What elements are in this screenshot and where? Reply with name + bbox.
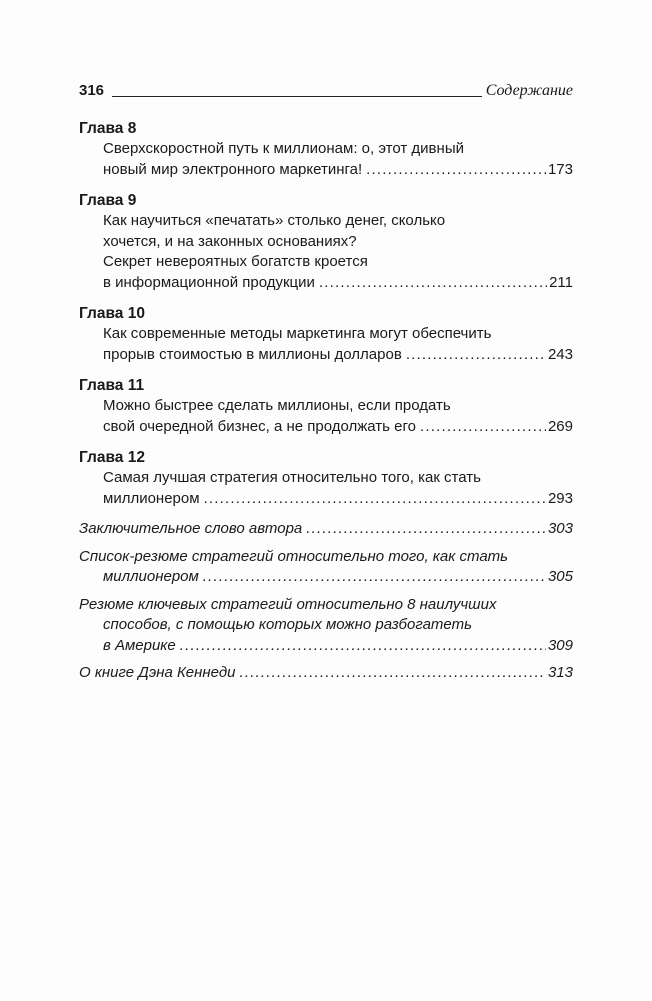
dot-leader bbox=[239, 663, 546, 684]
page-ref: 309 bbox=[547, 636, 573, 654]
entry-title: О книге Дэна Кеннеди bbox=[79, 664, 236, 681]
chapter-title-line: Самая лучшая стратегия относительно того, как стать bbox=[103, 469, 481, 486]
page-ref: 269 bbox=[547, 417, 573, 435]
entry-title-line: Резюме ключевых стратегий относительно 8 наилучших bbox=[79, 595, 497, 613]
toc-chapter-10 bbox=[79, 303, 573, 365]
dot-leader bbox=[203, 567, 546, 588]
chapter-title-line: Можно быстрее сделать миллионы, если продать bbox=[103, 397, 451, 414]
toc-entry-last-line bbox=[103, 345, 573, 366]
toc-entry-last-line bbox=[103, 489, 573, 510]
dot-leader bbox=[366, 160, 546, 181]
chapter-label: Глава 11 bbox=[79, 377, 145, 394]
page-ref: 313 bbox=[547, 664, 573, 681]
toc-entry-last-line bbox=[79, 519, 573, 540]
dot-leader bbox=[319, 273, 547, 294]
page-ref: 293 bbox=[547, 489, 573, 507]
entry-title: в Америке bbox=[103, 636, 176, 654]
chapter-title-line: Как научиться «печатать» столько денег, сколько bbox=[103, 212, 446, 229]
toc-entry-key-strategies bbox=[79, 595, 573, 657]
page-ref: 211 bbox=[549, 273, 573, 291]
toc-chapter-12 bbox=[79, 447, 573, 509]
chapter-title-line: Как современные методы маркетинга могут обеспечить bbox=[103, 325, 492, 342]
dot-leader bbox=[204, 489, 546, 510]
toc-entry-last-line bbox=[103, 273, 573, 294]
chapter-label: Глава 8 bbox=[79, 120, 137, 137]
page-ref: 303 bbox=[547, 520, 573, 537]
chapter-label: Глава 12 bbox=[79, 449, 145, 466]
toc-entry-last-line bbox=[79, 636, 573, 657]
dot-leader bbox=[420, 417, 546, 438]
dot-leader bbox=[306, 519, 546, 540]
toc-entry-about-book bbox=[79, 663, 573, 684]
toc-chapter-8 bbox=[79, 118, 573, 180]
header-rule bbox=[112, 96, 482, 97]
chapter-title-line: в информационной продукции bbox=[103, 273, 315, 291]
toc-entry-last-line bbox=[103, 417, 573, 438]
chapter-label: Глава 9 bbox=[79, 192, 137, 209]
page-number: 316 bbox=[79, 82, 105, 99]
toc-chapter-9 bbox=[79, 190, 573, 293]
dot-leader bbox=[406, 345, 546, 366]
toc-entry-last-line bbox=[79, 567, 573, 588]
toc-entry-last-line bbox=[79, 663, 573, 684]
page-ref: 173 bbox=[547, 160, 573, 178]
running-head: Содержание bbox=[485, 82, 573, 99]
chapter-title-line: прорыв стоимостью в миллионы долларов bbox=[103, 345, 402, 363]
toc-entry-strategy-summary bbox=[79, 547, 573, 588]
chapter-title-line: миллионером bbox=[103, 489, 200, 507]
entry-title: Заключительное слово автора bbox=[79, 520, 303, 537]
entry-title-line: Список-резюме стратегий относительно того, как стать bbox=[79, 547, 509, 565]
toc-entry-afterword bbox=[79, 519, 573, 540]
page-header bbox=[79, 78, 573, 100]
toc-chapter-11 bbox=[79, 375, 573, 437]
chapter-title-line: свой очередной бизнес, а не продолжать его bbox=[103, 417, 416, 435]
toc-entry-last-line bbox=[103, 160, 573, 181]
page-ref: 305 bbox=[547, 568, 573, 585]
entry-title-line: способов, с помощью которых можно разбогатеть bbox=[103, 616, 472, 633]
chapter-title-line: новый мир электронного маркетинга! bbox=[103, 160, 363, 178]
chapter-title-line: Секрет невероятных богатств кроется bbox=[103, 253, 368, 270]
page-ref: 243 bbox=[547, 345, 573, 363]
dot-leader bbox=[180, 636, 546, 657]
chapter-title-line: хочется, и на законных основаниях? bbox=[103, 232, 357, 250]
chapter-label: Глава 10 bbox=[79, 305, 145, 322]
table-of-contents bbox=[79, 118, 573, 691]
entry-title: миллионером bbox=[103, 568, 199, 585]
chapter-title-line: Сверхскоростной путь к миллионам: о, этот дивный bbox=[103, 140, 464, 157]
